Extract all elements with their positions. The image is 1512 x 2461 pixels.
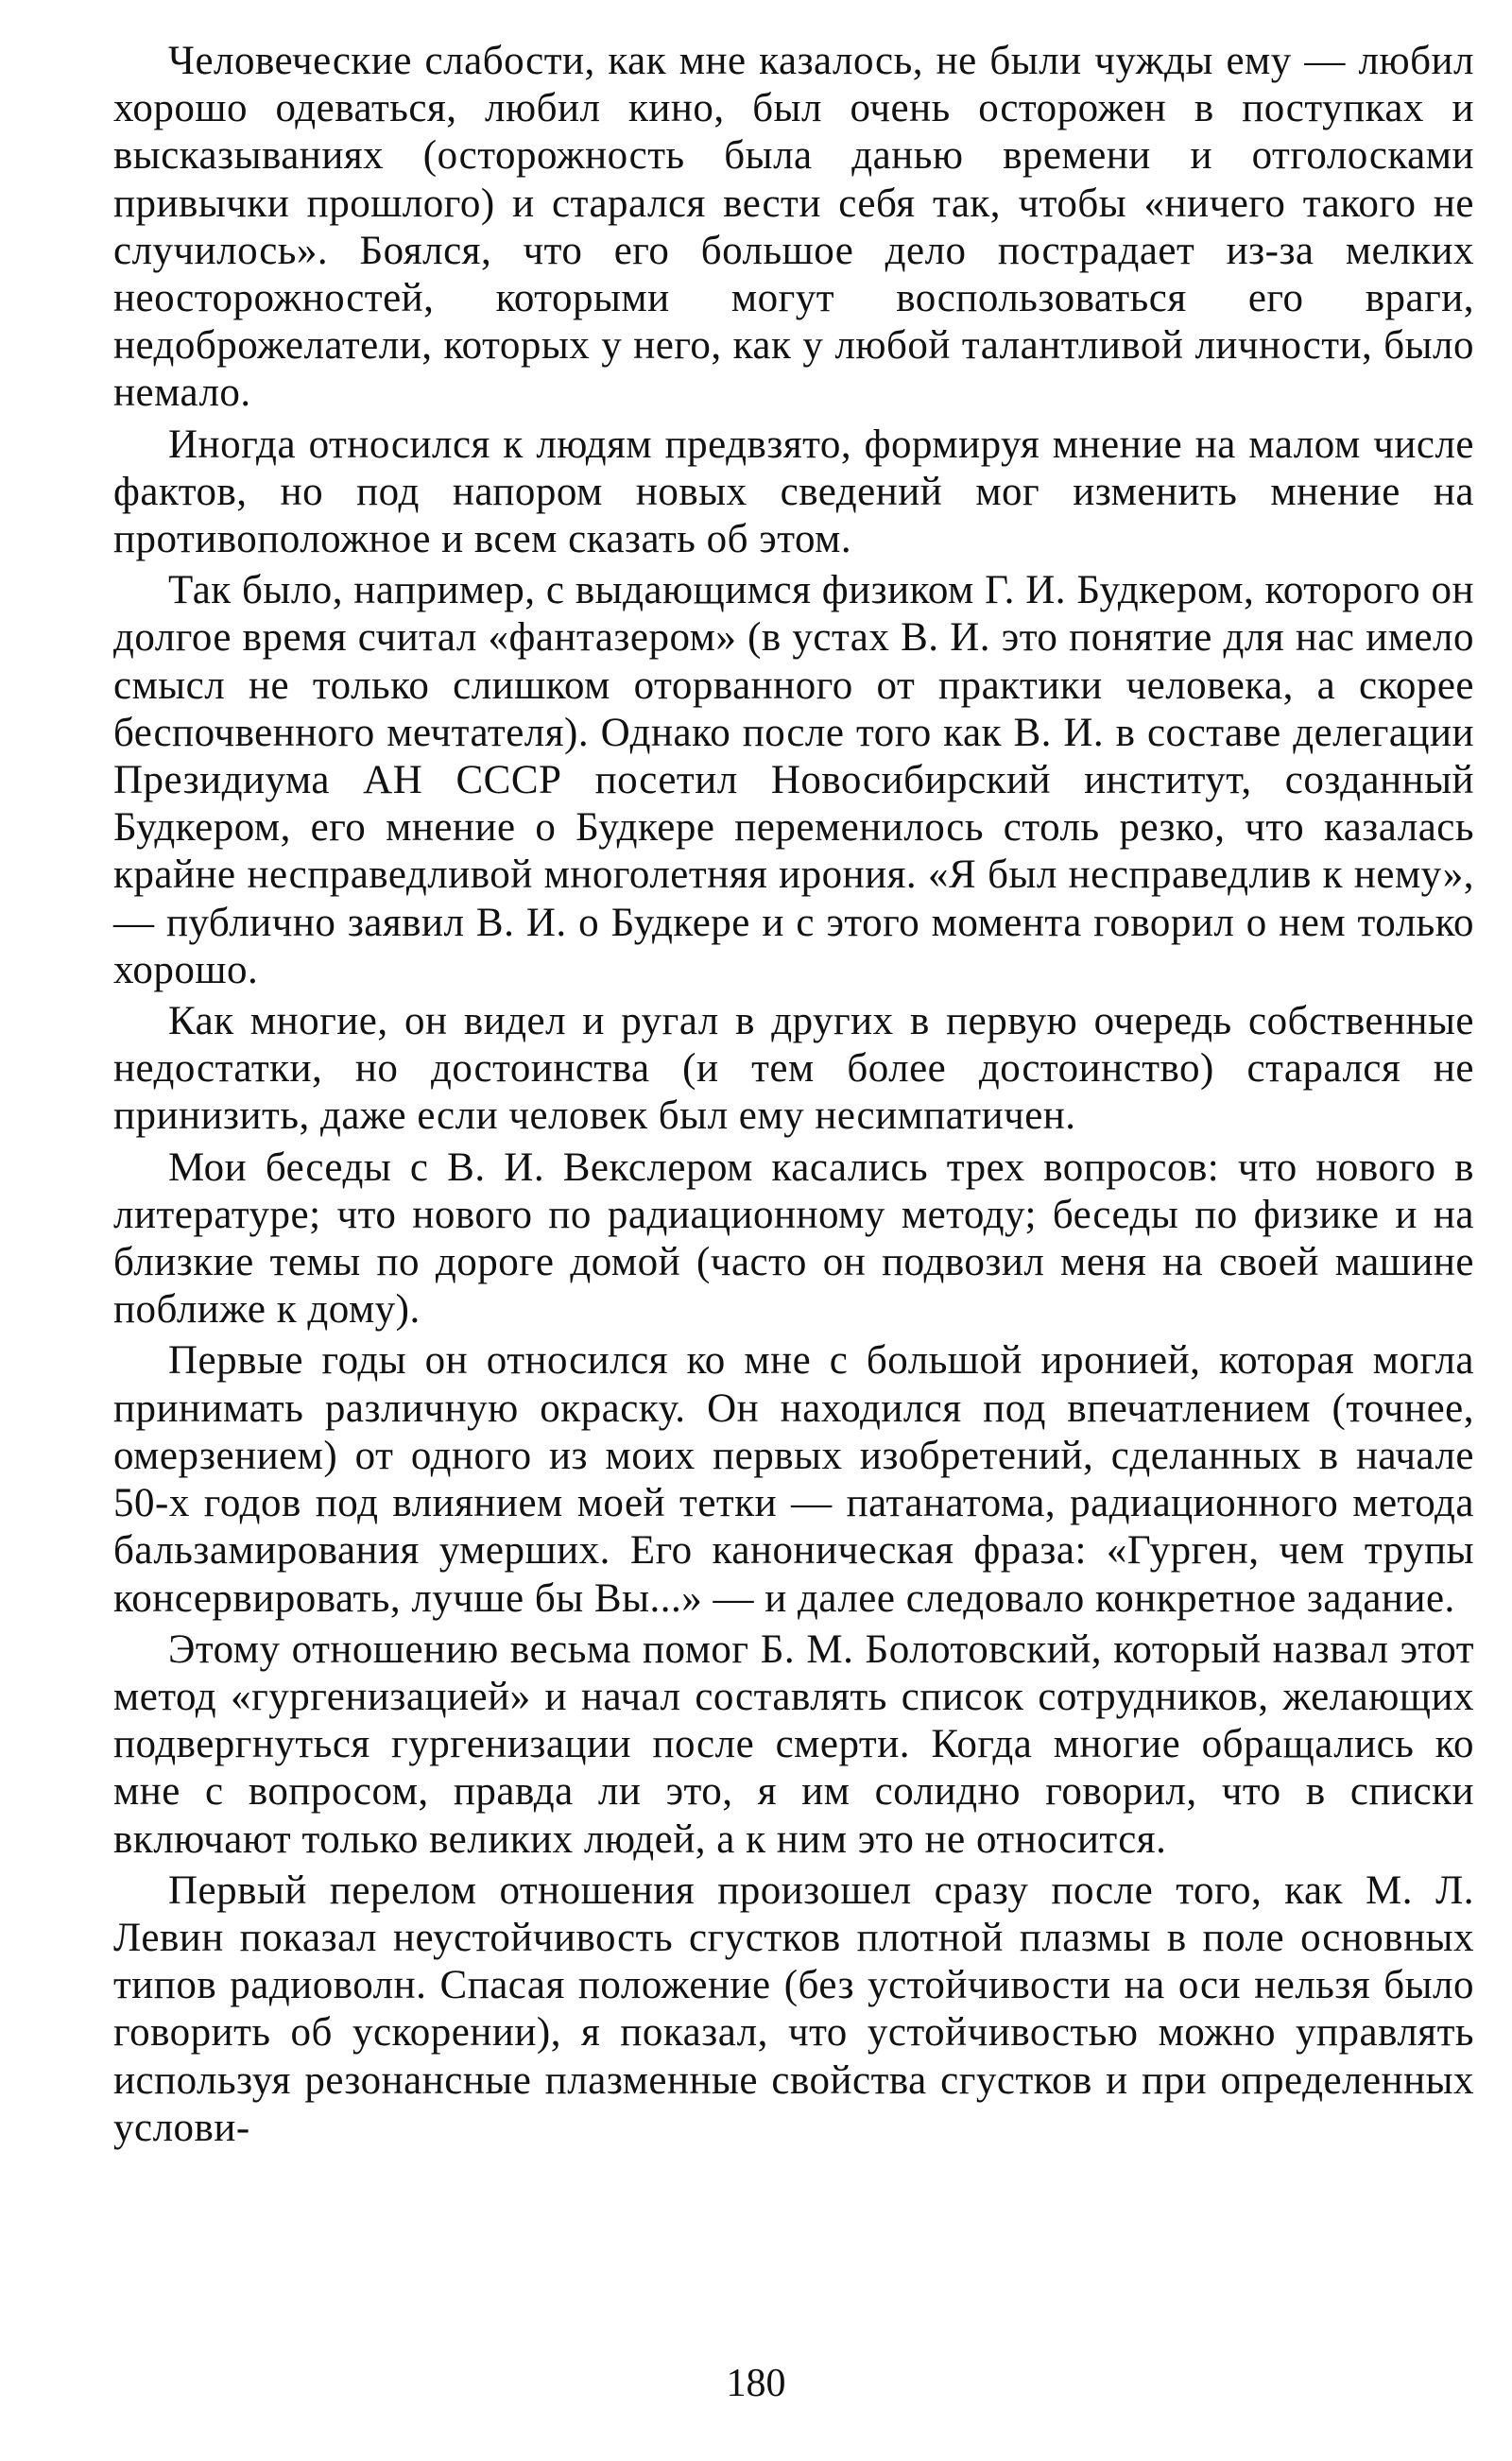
paragraph-5: Мои беседы с В. И. Векслером касались трех вопросов: что нового в литературе; что нового по радиационному методу; беседы по физике и на близкие темы по дороге домой (часто он подвозил меня на своей машине поближе к дому).	[113, 1144, 1474, 1333]
paragraph-8: Первый перелом отношения произошел сразу после того, как М. Л. Левин показал неустойчивость сгустков плотной плазмы в поле основных типов радиоволн. Спасая положение (без устойчивости на оси нельзя было говорить об ускорении), я показал, что устойчивостью можно управлять используя резонансные плазменные свойства сгустков и при определенных услови-	[113, 1867, 1474, 2150]
paragraph-3: Так было, например, с выдающимся физиком Г. И. Будкером, которого он долгое время считал «фантазером» (в устах В. И. это понятие для нас имело смысл не только слишком оторванного от практики человека, а скорее беспочвенного мечтателя). Однако после того как В. И. в составе делегации Президиума АН СССР посетил Новосибирский институт, созданный Будкером, его мнение о Будкере переменилось столь резко, что казалась крайне несправедливой многолетняя ирония. «Я был несправедлив к нему»,— публично заявил В. И. о Будкере и с этого момента говорил о нем только хорошо.	[113, 568, 1474, 992]
paragraph-6: Первые годы он относился ко мне с большой иронией, которая могла принимать различную окраску. Он находился под впечатлением (точнее, омерзением) от одного из моих первых изобретений, сделанных в начале 50-х годов под влиянием моей тетки — патанатома, радиационного метода бальзамирования умерших. Его каноническая фраза: «Гурген, чем трупы консервировать, лучше бы Вы...» — и далее следовало конкретное задание.	[113, 1338, 1474, 1621]
paragraph-4: Как многие, он видел и ругал в других в первую очередь собственные недостатки, но достоинства (и тем более достоинство) старался не принизить, даже если человек был ему несимпатичен.	[113, 999, 1474, 1139]
paragraph-7: Этому отношению весьма помог Б. М. Болотовский, который назвал этот метод «гургенизацией» и начал составлять список сотрудников, желающих подвергнуться гургенизации после смерти. Когда многие обращались ко мне с вопросом, правда ли это, я им солидно говорил, что в списки включают только великих людей, а к ним это не относится.	[113, 1626, 1474, 1862]
paragraph-2: Иногда относился к людям предвзято, формируя мнение на малом числе фактов, но под напором новых сведений мог изменить мнение на противоположное и всем сказать об этом.	[113, 422, 1474, 562]
paragraph-1: Человеческие слабости, как мне казалось, не были чужды ему — любил хорошо одеваться, любил кино, был очень осторожен в поступках и высказываниях (осторожность была данью времени и отголосками привычки прошлого) и старался вести себя так, чтобы «ничего такого не случилось». Боялся, что его большое дело пострадает из-за мелких неосторожностей, которыми могут воспользоваться его враги, недоброжелатели, которых у него, как у любой талантливой личности, было немало.	[113, 39, 1474, 416]
page-number: 180	[726, 2362, 786, 2405]
page-body	[113, 38, 1474, 2363]
